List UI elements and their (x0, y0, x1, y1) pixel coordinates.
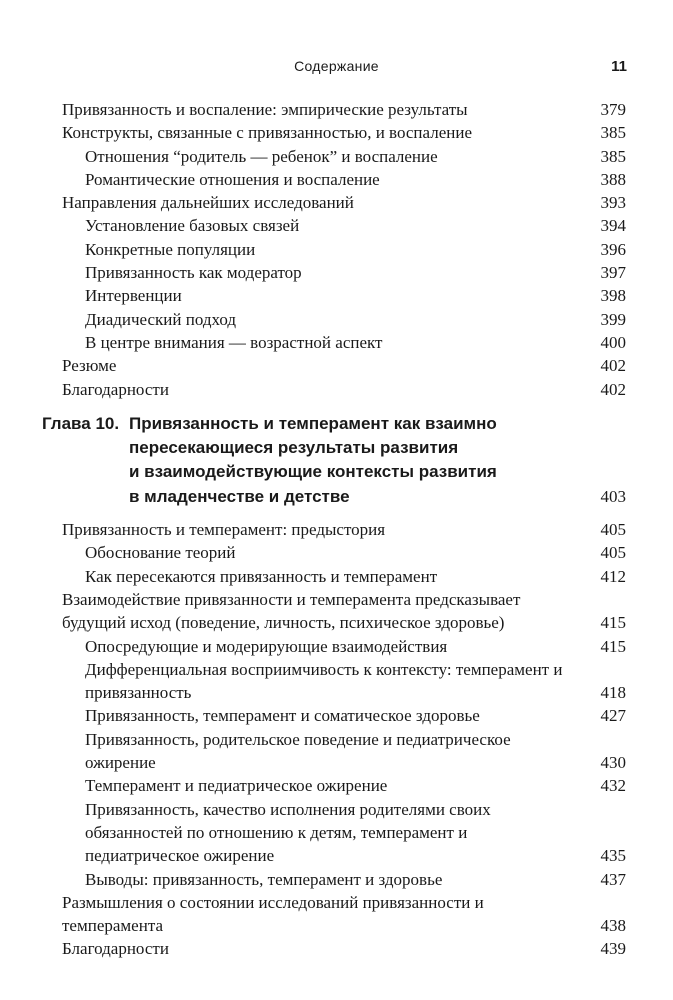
toc-entry-title: Привязанность и воспаление: эмпирические результаты (62, 100, 468, 119)
toc-entry-page: 438 (600, 916, 626, 936)
toc-entry[interactable] (0, 354, 673, 377)
toc-entry-page: 402 (600, 379, 626, 399)
toc-entry-title: Привязанность, родительское поведение и педиатрическое ожирение (85, 729, 511, 773)
toc-entry-page: 437 (600, 869, 626, 889)
toc-subentry[interactable] (0, 238, 673, 261)
toc-subentry[interactable] (0, 261, 673, 284)
toc-entry-title: Привязанность, качество исполнения родителями своих обязанностей по отношению к детям, темперамент и педиатрическое ожирение (85, 799, 491, 866)
toc-entry-title: Романтические отношения и воспаление (85, 169, 380, 189)
toc-subentry[interactable] (0, 168, 673, 191)
table-of-contents (0, 98, 673, 961)
toc-entry-title: Размышления о состоянии исследований привязанности и темперамента (62, 892, 484, 936)
toc-entry-title: Взаимодействие привязанности и темперамента предсказывает будущий исход (поведение, личность, психическое здоровье) (62, 589, 521, 633)
toc-entry[interactable] (0, 891, 673, 938)
toc-entry-page: 430 (600, 753, 626, 773)
toc-entry-page: 415 (600, 636, 626, 656)
toc-entry-page: 405 (600, 520, 626, 540)
toc-entry-title: Благодарности (62, 939, 169, 959)
toc-entry-page: 415 (600, 613, 626, 633)
toc-section-after (0, 518, 673, 961)
toc-subentry[interactable] (0, 658, 673, 705)
toc-subentry[interactable] (0, 284, 673, 307)
toc-entry-title: Конструкты, связанные с привязанностью, и воспаление (62, 123, 472, 143)
page-number: 11 (611, 58, 627, 75)
toc-entry-title: Диадический подход (85, 309, 237, 329)
chapter-title-line: и взаимодействующие контексты развития (129, 462, 497, 482)
toc-subentry[interactable] (0, 868, 673, 891)
toc-entry-page: 432 (600, 776, 626, 796)
toc-subentry[interactable] (0, 728, 673, 775)
toc-entry-title: Привязанность как модератор (85, 263, 302, 283)
toc-entry-title: Резюме (62, 356, 117, 376)
toc-subentry[interactable] (0, 541, 673, 564)
running-head-title: Содержание (294, 58, 379, 74)
toc-subentry[interactable] (0, 798, 673, 868)
toc-subentry[interactable] (0, 635, 673, 658)
toc-entry-page: 400 (600, 332, 626, 352)
toc-section-before (0, 98, 673, 401)
toc-entry-title: Дифференциальная восприимчивость к контексту: темперамент и привязанность (85, 659, 563, 703)
toc-entry[interactable] (0, 937, 673, 960)
toc-entry-title: Направления дальнейших исследований (62, 193, 354, 213)
toc-entry[interactable] (0, 191, 673, 214)
toc-entry-page: 379 (600, 100, 626, 119)
chapter-title-line: пересекающиеся результаты развития (129, 438, 459, 458)
toc-entry-page: 388 (600, 169, 626, 189)
toc-subentry[interactable] (0, 214, 673, 237)
chapter-title-line: в младенчестве и детстве (129, 486, 350, 506)
toc-entry[interactable] (0, 588, 673, 635)
toc-entry-page: 418 (600, 683, 626, 703)
toc-entry-page: 427 (600, 706, 626, 726)
running-head (0, 58, 673, 78)
toc-entry-title: Опосредующие и модерирующие взаимодействия (85, 636, 448, 656)
toc-entry-title: Как пересекаются привязанность и темперамент (85, 566, 438, 586)
toc-entry-page: 402 (600, 356, 626, 376)
toc-entry-title: В центре внимания — возрастной аспект (85, 332, 383, 352)
toc-subentry[interactable] (0, 774, 673, 797)
toc-entry-title: Конкретные популяции (85, 239, 256, 259)
toc-entry-page: 393 (600, 193, 626, 213)
toc-entry-title: Обоснование теорий (85, 543, 236, 563)
toc-entry-page: 439 (600, 939, 626, 959)
toc-entry-page: 385 (600, 146, 626, 166)
toc-entry-title: Выводы: привязанность, темперамент и здоровье (85, 869, 443, 889)
toc-entry-page: 397 (600, 263, 626, 283)
toc-entry-title: Интервенции (85, 286, 182, 306)
toc-entry-title: Привязанность и темперамент: предыстория (62, 520, 386, 540)
toc-entry[interactable] (0, 121, 673, 144)
toc-entry-title: Благодарности (62, 379, 169, 399)
toc-entry-title: Установление базовых связей (85, 216, 300, 236)
toc-entry[interactable] (0, 98, 673, 121)
toc-entry-page: 435 (600, 846, 626, 866)
toc-entry-title: Привязанность, темперамент и соматическое здоровье (85, 706, 480, 726)
toc-subentry[interactable] (0, 331, 673, 354)
toc-subentry[interactable] (0, 145, 673, 168)
toc-entry-title: Отношения “родитель — ребенок” и воспаление (85, 146, 438, 166)
toc-entry-page: 396 (600, 239, 626, 259)
toc-entry-page: 412 (600, 566, 626, 586)
toc-entry-page: 405 (600, 543, 626, 563)
toc-subentry[interactable] (0, 565, 673, 588)
chapter-label: Глава 10. (42, 413, 120, 433)
toc-entry-page: 385 (600, 123, 626, 143)
toc-subentry[interactable] (0, 308, 673, 331)
toc-entry-title: Темперамент и педиатрическое ожирение (85, 776, 388, 796)
toc-entry-page: 394 (600, 216, 626, 236)
chapter-page: 403 (600, 486, 626, 506)
toc-entry[interactable] (0, 378, 673, 401)
chapter-heading[interactable] (0, 412, 673, 509)
toc-entry[interactable] (0, 518, 673, 541)
toc-entry-page: 399 (600, 309, 626, 329)
toc-entry-page: 398 (600, 286, 626, 306)
toc-subentry[interactable] (0, 704, 673, 727)
chapter-title-line: Привязанность и темперамент как взаимно (129, 413, 497, 433)
